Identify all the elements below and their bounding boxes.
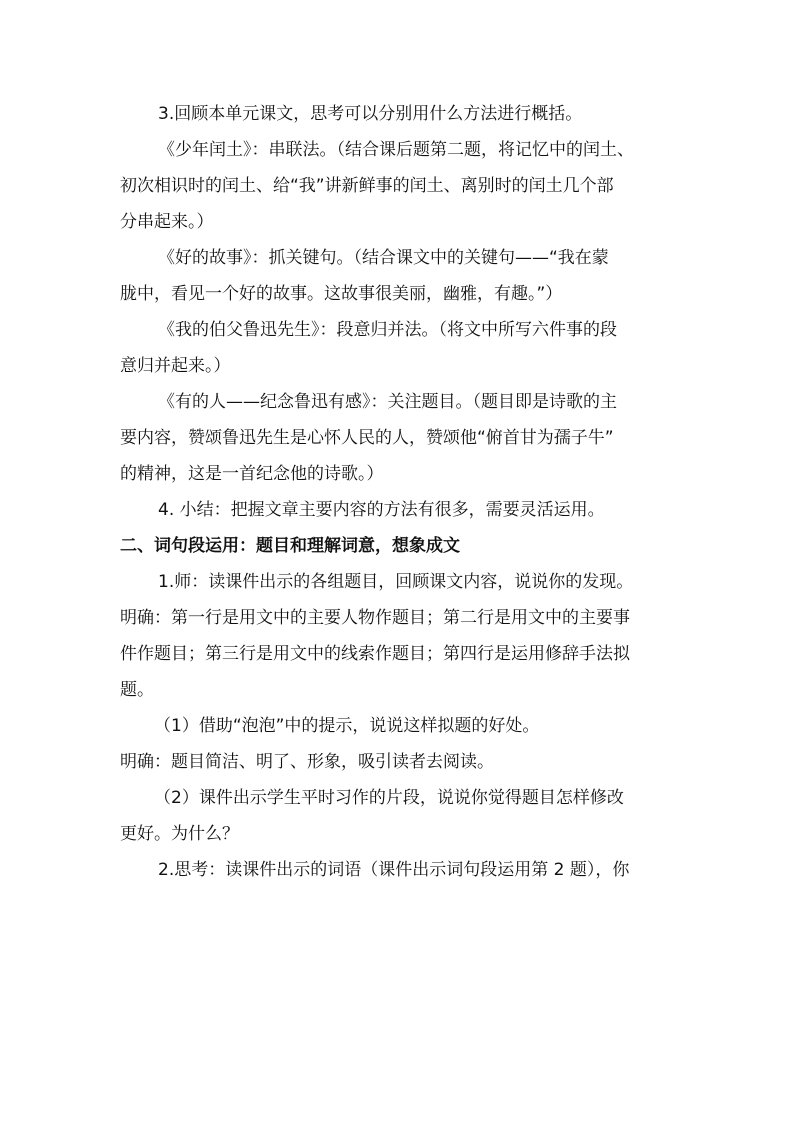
paragraph-line: 明确：第一行是用文中的主要人物作题目；第二行是用文中的主要事	[120, 608, 630, 628]
paragraph-line: 3.回顾本单元课文，思考可以分别用什么方法进行概括。	[158, 104, 583, 124]
paragraph-line: 题。	[120, 680, 154, 700]
paragraph-line: 件作题目；第三行是用文中的线索作题目；第四行是运用修辞手法拟	[120, 644, 630, 664]
paragraph-line: 明确：题目简洁、明了、形象，吸引读者去阅读。	[120, 752, 494, 772]
paragraph-line: 《有的人——纪念鲁迅有感》：关注题目。（题目即是诗歌的主	[158, 392, 617, 412]
paragraph-line: （2）课件出示学生平时习作的片段，说说你觉得题目怎样修改	[154, 788, 624, 808]
paragraph-line: 《少年闰土》：串联法。（结合课后题第二题，将记忆中的闰土、	[158, 140, 634, 160]
paragraph-line: （1）借助“泡泡”中的提示，说说这样拟题的好处。	[154, 716, 540, 736]
paragraph-line: 2.思考：读课件出示的词语（课件出示词句段运用第 2 题），你	[158, 860, 630, 880]
paragraph-line: 初次相识时的闰土、给“我”讲新鲜事的闰土、离别时的闰土几个部	[120, 176, 614, 196]
document-page	[120, 96, 680, 888]
section-heading: 二、词句段运用：题目和理解词意，想象成文	[120, 536, 460, 556]
paragraph-line: 意归并起来。）	[120, 356, 231, 376]
paragraph-line: 《好的故事》：抓关键句。（结合课文中的关键句——“我在蒙	[158, 248, 609, 268]
paragraph-line: 《我的伯父鲁迅先生》：段意归并法。（将文中所写六件事的段	[158, 320, 617, 340]
paragraph-line: 4. 小结：把握文章主要内容的方法有很多，需要灵活运用。	[158, 500, 605, 520]
paragraph-line: 要内容，赞颂鲁迅先生是心怀人民的人，赞颂他“俯首甘为孺子牛”	[120, 428, 614, 448]
paragraph-line: 分串起来。）	[120, 212, 214, 232]
paragraph-line: 更好。为什么？	[120, 824, 239, 844]
paragraph-line: 胧中，看见一个好的故事。这故事很美丽，幽雅，有趣。”）	[120, 284, 563, 304]
paragraph-line: 1.师：读课件出示的各组题目，回顾课文内容，说说你的发现。	[158, 572, 634, 592]
paragraph-line: 的精神，这是一首纪念他的诗歌。）	[120, 464, 384, 484]
